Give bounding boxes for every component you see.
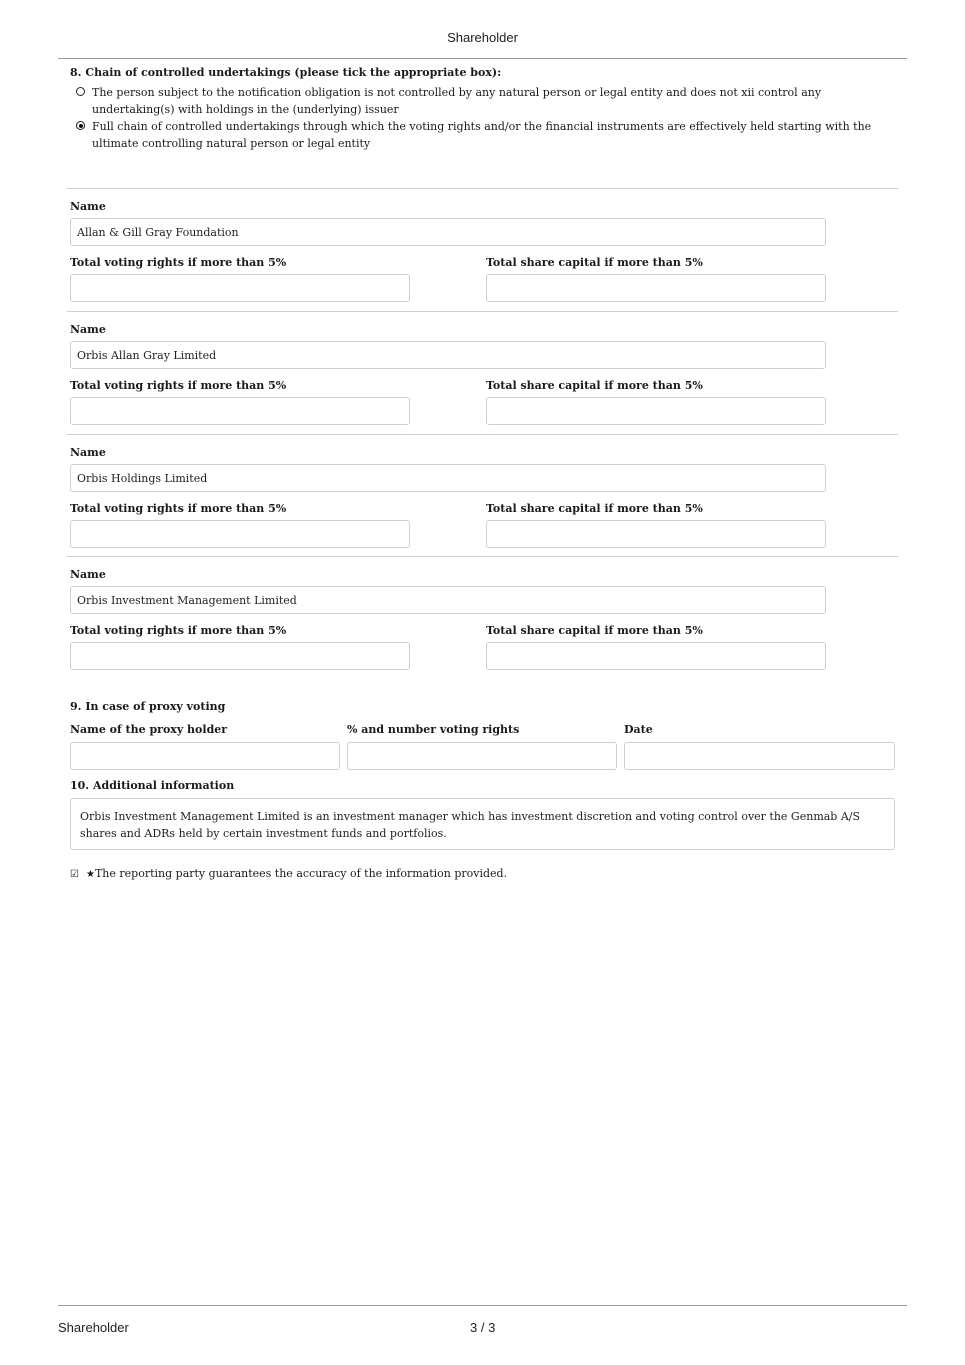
checkbox-checked-icon[interactable]: ☑ bbox=[70, 869, 79, 880]
name-label: Name bbox=[70, 200, 106, 213]
radio-button[interactable] bbox=[76, 87, 85, 96]
section-8-title: 8. Chain of controlled undertakings (please tick the appropriate box): bbox=[70, 66, 502, 79]
entity-block-2 bbox=[67, 311, 898, 434]
entity-block-3 bbox=[67, 434, 898, 557]
share-capital-label: Total share capital if more than 5% bbox=[486, 256, 703, 269]
share-capital-field[interactable] bbox=[486, 520, 826, 548]
voting-rights-label: Total voting rights if more than 5% bbox=[70, 256, 287, 269]
proxy-voting-rights-field[interactable] bbox=[347, 742, 617, 770]
voting-rights-label: Total voting rights if more than 5% bbox=[70, 502, 287, 515]
section-9-title: 9. In case of proxy voting bbox=[70, 700, 226, 713]
proxy-voting-rights-label: % and number voting rights bbox=[347, 723, 520, 736]
page-number: 3 / 3 bbox=[470, 1320, 496, 1335]
share-capital-label: Total share capital if more than 5% bbox=[486, 379, 703, 392]
share-capital-field[interactable] bbox=[486, 397, 826, 425]
share-capital-label: Total share capital if more than 5% bbox=[486, 624, 703, 637]
additional-information-field[interactable]: Orbis Investment Management Limited is an investment manager which has investment discretion and voting control over the Genmab A/S shares and ADRs held by certain investment funds and portfolios. bbox=[70, 798, 895, 850]
name-label: Name bbox=[70, 568, 106, 581]
accuracy-confirmation[interactable] bbox=[70, 867, 507, 882]
radio-button-selected[interactable] bbox=[76, 121, 85, 130]
proxy-holder-field[interactable] bbox=[70, 742, 340, 770]
name-label: Name bbox=[70, 323, 106, 336]
share-capital-label: Total share capital if more than 5% bbox=[486, 502, 703, 515]
entity-block-4 bbox=[67, 556, 898, 679]
name-field[interactable]: Allan & Gill Gray Foundation bbox=[70, 218, 826, 246]
share-capital-field[interactable] bbox=[486, 274, 826, 302]
share-capital-field[interactable] bbox=[486, 642, 826, 670]
voting-rights-label: Total voting rights if more than 5% bbox=[70, 624, 287, 637]
voting-rights-field[interactable] bbox=[70, 642, 410, 670]
name-field[interactable]: Orbis Holdings Limited bbox=[70, 464, 826, 492]
proxy-date-field[interactable] bbox=[624, 742, 895, 770]
footer-title: Shareholder bbox=[58, 1320, 129, 1335]
entity-block-1 bbox=[67, 188, 898, 311]
page-header-title: Shareholder bbox=[447, 30, 518, 45]
name-field[interactable]: Orbis Investment Management Limited bbox=[70, 586, 826, 614]
voting-rights-field[interactable] bbox=[70, 520, 410, 548]
voting-rights-label: Total voting rights if more than 5% bbox=[70, 379, 287, 392]
name-field[interactable]: Orbis Allan Gray Limited bbox=[70, 341, 826, 369]
radio-option-label: Full chain of controlled undertakings through which the voting rights and/or the financial instruments are effectively held starting with the ultimate controlling natural person or legal entity bbox=[92, 120, 872, 150]
proxy-holder-label: Name of the proxy holder bbox=[70, 723, 228, 736]
radio-option-label: The person subject to the notification obligation is not controlled by any natural person or legal entity and does not xii control any undertaking(s) with holdings in the (underlying) issuer bbox=[92, 86, 822, 116]
voting-rights-field[interactable] bbox=[70, 274, 410, 302]
section-10-title: 10. Additional information bbox=[70, 779, 235, 792]
page-header bbox=[58, 30, 907, 59]
required-star-icon: ★ bbox=[86, 869, 95, 880]
proxy-date-label: Date bbox=[624, 723, 653, 736]
voting-rights-field[interactable] bbox=[70, 397, 410, 425]
page-footer bbox=[58, 1305, 907, 1346]
name-label: Name bbox=[70, 446, 106, 459]
confirmation-text: The reporting party guarantees the accuracy of the information provided. bbox=[94, 867, 508, 880]
